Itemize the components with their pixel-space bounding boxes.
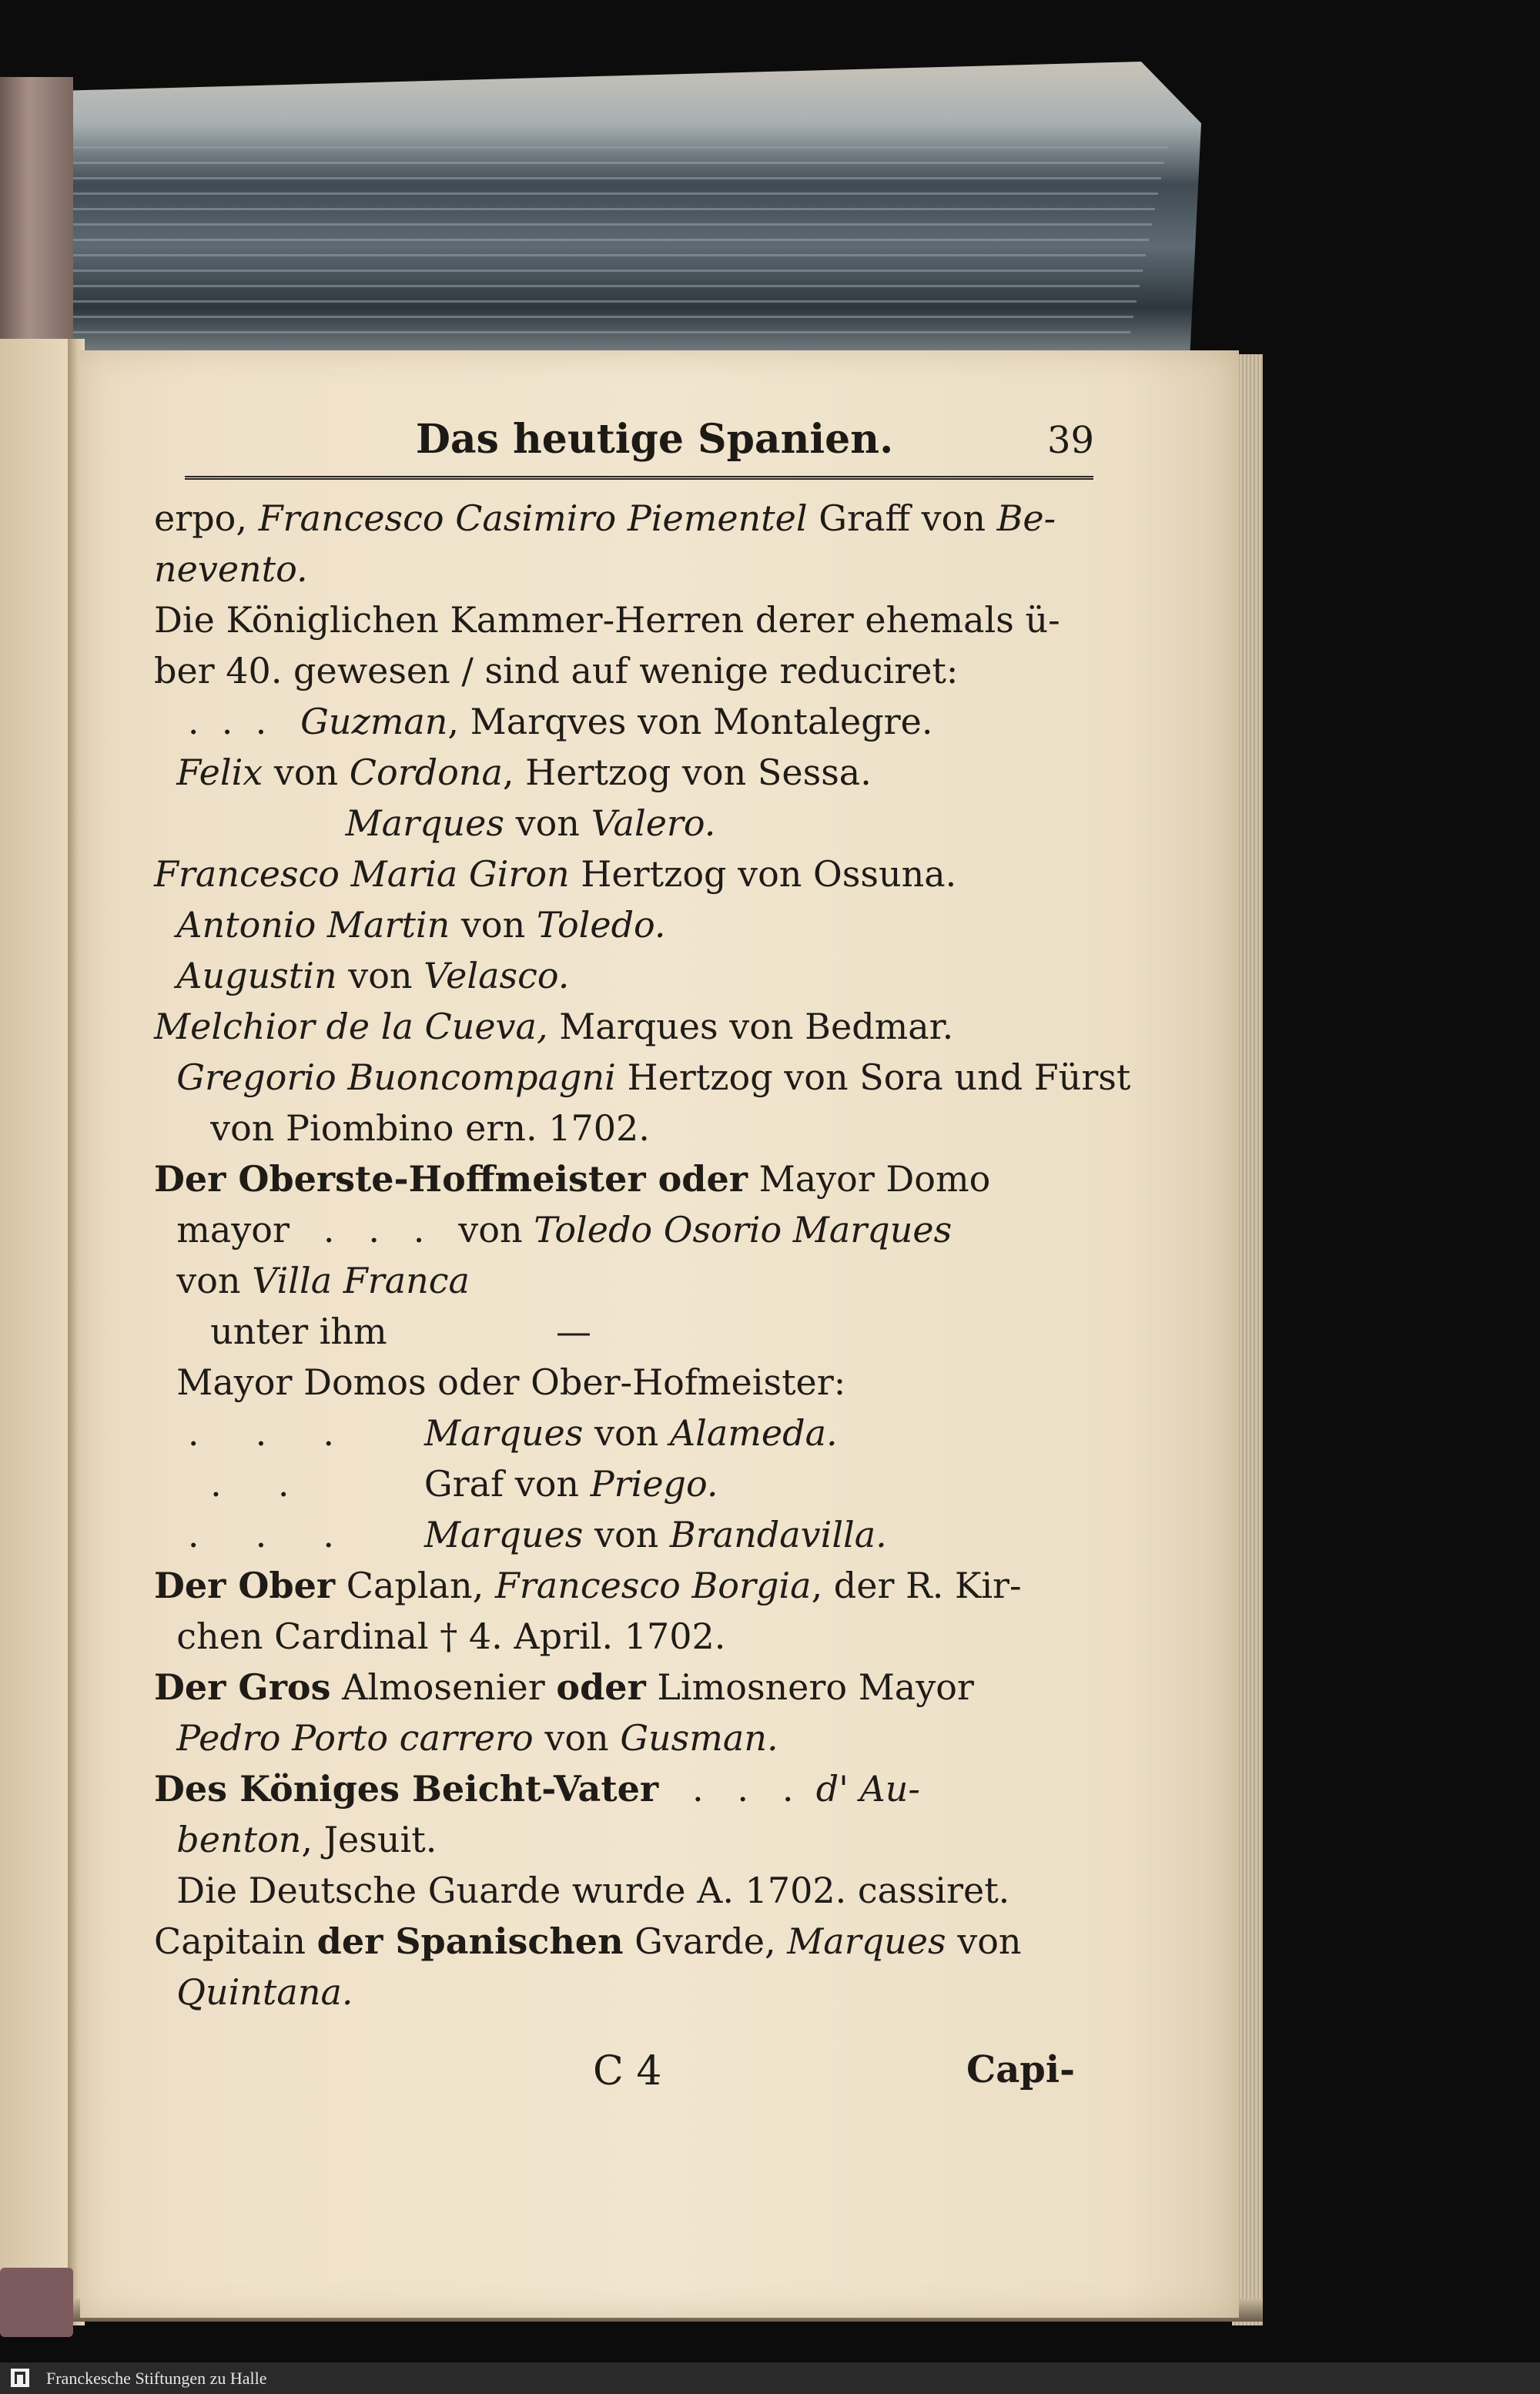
text-line — [154, 544, 308, 594]
roman-text: Die Deutsche Guarde wurde A. 1702. cassiret. — [154, 1870, 1010, 1911]
text-line — [154, 747, 872, 798]
page-edge-line — [31, 239, 1149, 241]
roman-text: Capitain — [154, 1920, 317, 1962]
italic-text: Marques — [345, 802, 504, 844]
italic-text: Gusman. — [620, 1717, 778, 1759]
italic-text: Pedro Porto carrero — [154, 1717, 534, 1759]
text-line — [154, 1306, 591, 1357]
italic-text: Guzman — [300, 701, 448, 742]
page-edge-line — [31, 193, 1158, 195]
italic-text: Valero. — [591, 802, 716, 844]
printer-signature: C 4 — [593, 2048, 662, 2094]
italic-text: Melchior de la Cueva, — [154, 1006, 548, 1047]
roman-text: Mayor Domo — [747, 1158, 991, 1200]
running-head: Das heutige Spanien. — [415, 416, 894, 463]
footer-credit: Franckesche Stiftungen zu Halle — [46, 2369, 267, 2388]
roman-text: von — [504, 802, 591, 844]
text-line — [154, 645, 958, 696]
text-line — [154, 1458, 718, 1509]
italic-text: d' Au- — [815, 1768, 920, 1810]
italic-text: Priego. — [590, 1463, 718, 1505]
italic-text: Francesco Casimiro Piementel — [258, 497, 808, 539]
text-line — [154, 798, 715, 849]
roman-text: . . Graf von — [154, 1463, 591, 1505]
roman-text: . . . — [154, 1514, 424, 1555]
roman-text: von — [533, 1717, 621, 1759]
page-edge-line — [31, 146, 1167, 149]
roman-text: , der R. Kir- — [811, 1565, 1022, 1606]
text-line — [154, 594, 1060, 645]
text-line — [154, 1662, 974, 1713]
text-line — [154, 1560, 1022, 1611]
text-line — [154, 1916, 1022, 1967]
header-rule — [185, 476, 1093, 480]
roman-text: von — [450, 904, 537, 946]
italic-text: Toledo Osorio Marques — [534, 1209, 952, 1251]
roman-text: , Marqves von Montalegre. — [447, 701, 933, 742]
roman-text: von — [583, 1514, 670, 1555]
italic-text: Antonio Martin — [154, 904, 450, 946]
blackletter-text: Des Königes Beicht-Vater — [154, 1768, 659, 1810]
page-edge-line — [31, 131, 1170, 133]
italic-text: benton — [154, 1819, 302, 1860]
text-line — [154, 1713, 778, 1763]
text-line — [154, 1865, 1009, 1916]
roman-text: , Jesuit. — [301, 1819, 437, 1860]
binding-clasp — [0, 2268, 73, 2337]
roman-text: Gvarde, — [623, 1920, 788, 1962]
roman-text: von Piombino ern. 1702. — [154, 1107, 650, 1149]
roman-text: von — [583, 1412, 670, 1454]
text-line — [154, 1408, 838, 1458]
book-page-edges-top — [31, 131, 1232, 362]
page-edge-line — [31, 162, 1164, 164]
roman-text: von — [946, 1920, 1022, 1962]
roman-text: . . . — [154, 1412, 424, 1454]
roman-text: Almosenier — [330, 1666, 557, 1708]
page-edge-line — [31, 300, 1137, 303]
roman-text: Limosnero Mayor — [645, 1666, 974, 1708]
page-edge-line — [31, 331, 1130, 333]
text-line — [154, 1814, 437, 1865]
roman-text: . . . — [658, 1768, 816, 1810]
roman-text: erpo, — [154, 497, 259, 539]
italic-text: Brandavilla. — [669, 1514, 887, 1555]
text-line — [154, 1255, 470, 1306]
italic-text: Felix — [154, 752, 263, 793]
page-edge-line — [31, 316, 1133, 318]
catchword: Capi- — [966, 2048, 1076, 2091]
text-line — [154, 1357, 845, 1408]
text-line — [154, 696, 933, 747]
page-edge-line — [31, 254, 1146, 256]
text-line — [154, 950, 569, 1001]
roman-text: ber 40. gewesen / sind auf wenige reduciret: — [154, 650, 959, 691]
roman-text: von — [154, 1260, 253, 1301]
blackletter-text: oder — [556, 1666, 646, 1708]
text-line — [154, 1001, 953, 1052]
left-page-edge — [0, 339, 73, 2325]
italic-text: Gregorio Buoncompagni — [154, 1056, 616, 1098]
italic-text: Marques — [424, 1412, 584, 1454]
roman-text: Hertzog von Ossuna. — [569, 853, 957, 895]
roman-text — [154, 802, 346, 844]
roman-text: Hertzog von Sora und Fürst — [615, 1056, 1131, 1098]
italic-text: Villa Franca — [252, 1260, 470, 1301]
blackletter-text: Der Oberste-Hoffmeister oder — [154, 1158, 748, 1200]
italic-text: Quintana. — [154, 1971, 353, 2013]
italic-text: Velasco. — [424, 955, 570, 996]
text-line — [154, 1103, 650, 1153]
text-line — [154, 1509, 887, 1560]
text-line — [154, 849, 956, 899]
text-line — [154, 1763, 920, 1814]
text-line — [154, 899, 666, 950]
text-line — [154, 1052, 1130, 1103]
page-edge-line — [31, 208, 1155, 210]
roman-text: Graff von — [807, 497, 997, 539]
roman-text: Caplan, — [335, 1565, 495, 1606]
page-edge-line — [31, 285, 1140, 287]
roman-text: von — [263, 752, 350, 793]
text-line — [154, 1153, 990, 1204]
italic-text: Francesco Borgia — [494, 1565, 812, 1606]
blackletter-text: Der Gros — [154, 1666, 331, 1708]
text-line — [154, 1611, 725, 1662]
page-edge-line — [31, 177, 1161, 179]
italic-text: Cordona — [349, 752, 503, 793]
roman-text: . . . — [154, 701, 301, 742]
page-edge-line — [31, 223, 1152, 226]
italic-text: Alameda. — [669, 1412, 838, 1454]
italic-text: Francesco Maria Giron — [154, 853, 570, 895]
roman-text: mayor . . . von — [154, 1209, 534, 1251]
blackletter-text: der Spanischen — [316, 1920, 624, 1962]
roman-text: von — [336, 955, 424, 996]
blackletter-text: Der Ober — [154, 1565, 336, 1606]
roman-text: chen Cardinal † 4. April. 1702. — [154, 1616, 726, 1657]
italic-text: Marques — [424, 1514, 584, 1555]
italic-text: Toledo. — [536, 904, 666, 946]
page-number: 39 — [1047, 419, 1095, 462]
text-line — [154, 1967, 353, 2017]
roman-text: , Hertzog von Sessa. — [502, 752, 872, 793]
roman-text: unter ihm — — [154, 1311, 591, 1352]
italic-text: Marques — [787, 1920, 946, 1962]
roman-text: Marques von Bedmar. — [547, 1006, 954, 1047]
italic-text: Augustin — [154, 955, 337, 996]
text-line — [154, 493, 1056, 544]
page-edge-line — [31, 270, 1143, 272]
text-line — [154, 1204, 952, 1255]
roman-text: Mayor Domos oder Ober-Hofmeister: — [154, 1361, 846, 1403]
institution-logo-icon — [9, 2367, 31, 2389]
roman-text: Die Königlichen Kammer-Herren derer ehemals ü- — [154, 599, 1060, 641]
footer-bar — [0, 2362, 1540, 2394]
italic-text: Be- — [996, 497, 1056, 539]
italic-text: nevento. — [154, 548, 308, 590]
